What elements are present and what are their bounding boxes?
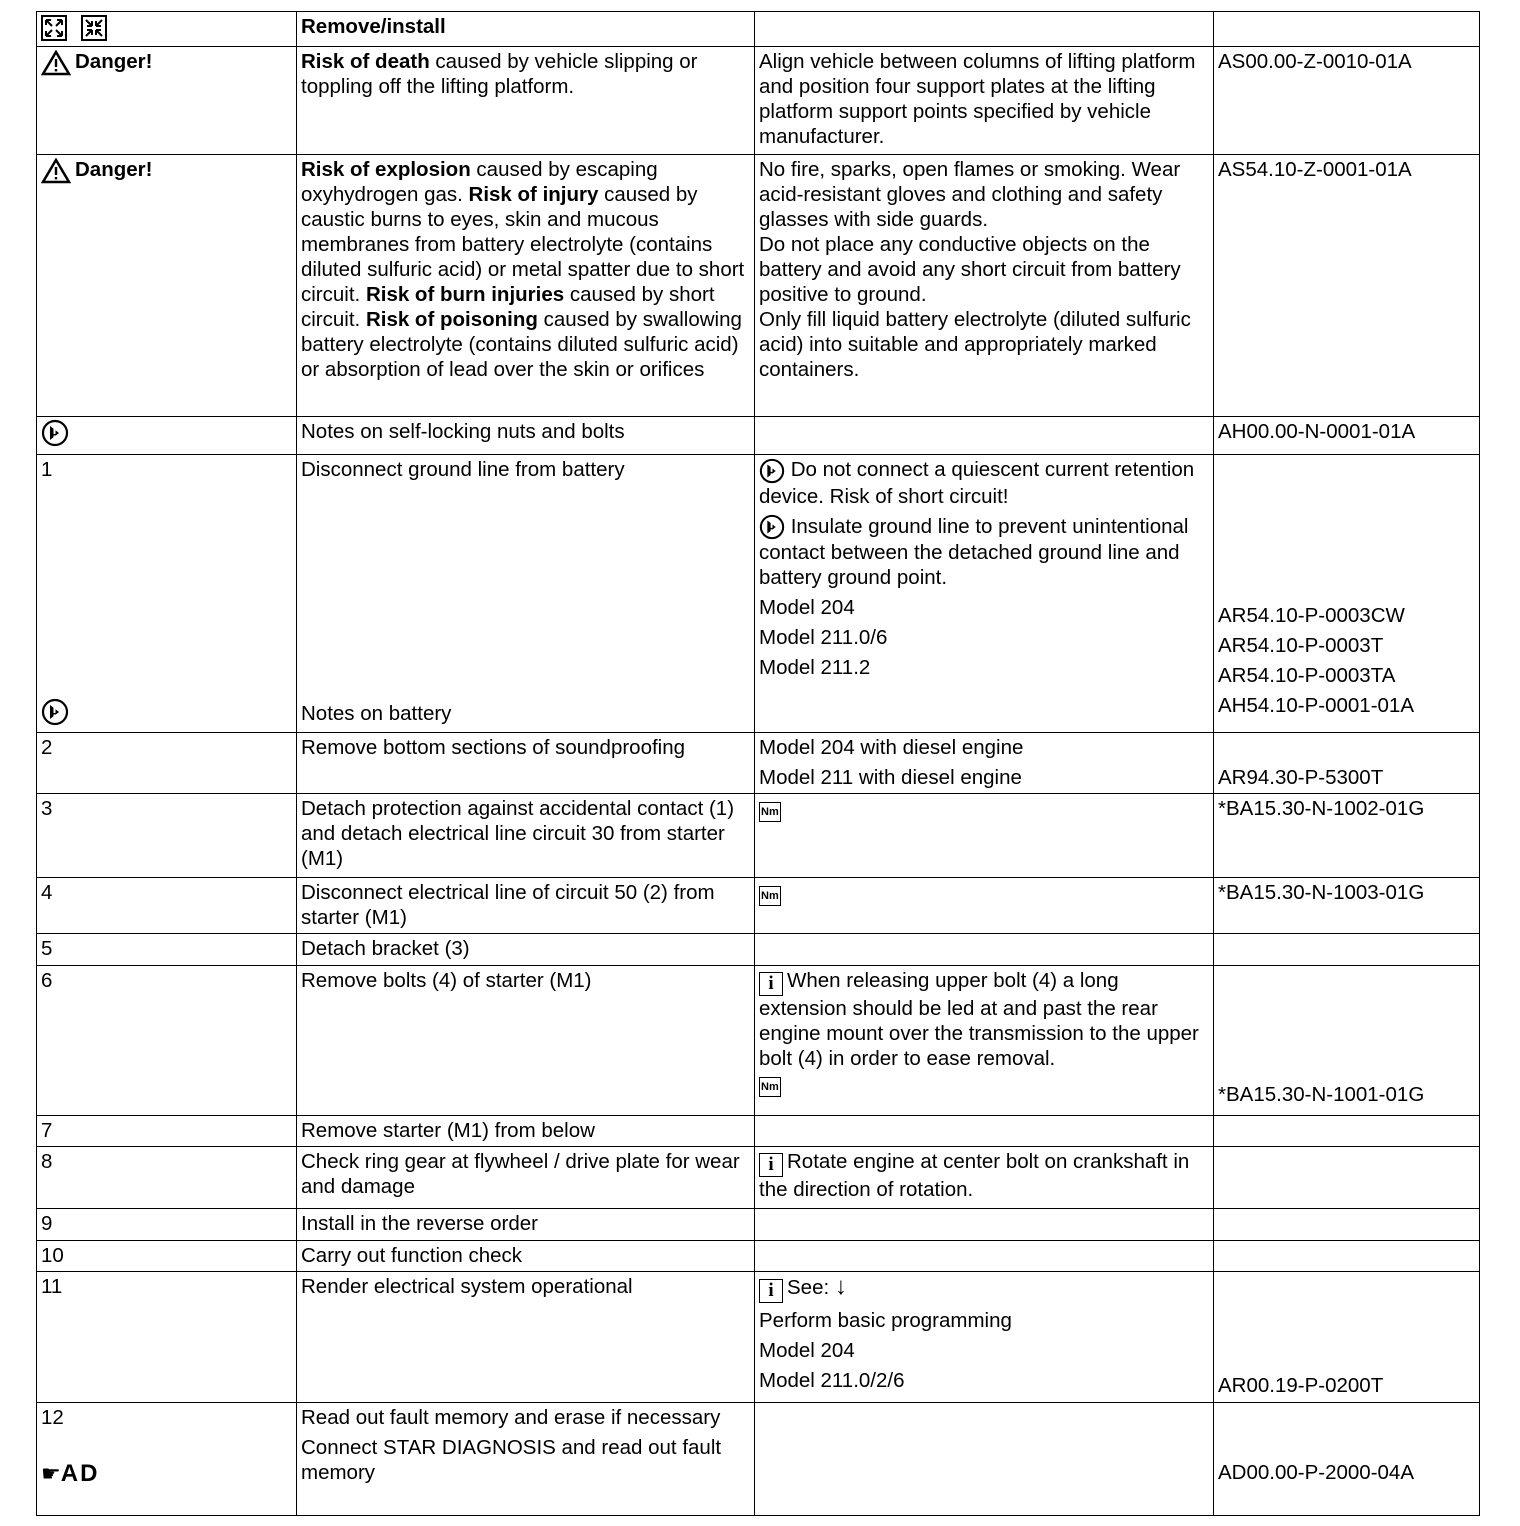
step-number: 6	[37, 966, 297, 1116]
step-row	[37, 966, 1480, 1116]
step-row	[37, 1272, 1480, 1403]
model-label: Model 211.0/6	[759, 626, 888, 650]
diagnosis-text: Connect STAR DIAGNOSIS and read out fault memory	[301, 1436, 722, 1484]
step-row	[37, 1209, 1480, 1241]
step-text: Detach protection against accidental contact (1) and detach electrical line circuit 30 from starter (M1)	[297, 794, 755, 878]
reference-code: AR54.10-P-0003CW	[1218, 604, 1405, 627]
step-row	[37, 1116, 1480, 1147]
danger-label: Danger!	[75, 50, 153, 73]
step-text: Disconnect electrical line of circuit 50 (2) from starter (M1)	[297, 878, 755, 934]
step-number: 7	[37, 1116, 297, 1147]
reference-code: AH54.10-P-0001-01A	[1218, 694, 1415, 717]
reference-code: AH00.00-N-0001-01A	[1214, 417, 1480, 455]
remove-icon	[41, 15, 67, 41]
step-number: 10	[37, 1241, 297, 1272]
step-text: Remove starter (M1) from below	[297, 1116, 755, 1147]
step-number: 1	[41, 458, 53, 481]
reference-code: *BA15.30-N-1002-01G	[1214, 794, 1480, 878]
measure-text: Only fill liquid battery electrolyte (diluted sulfuric acid) into suitable and appropriately marked containers.	[759, 308, 1191, 381]
programming-text: Perform basic programming	[759, 1309, 1012, 1332]
warning-triangle-icon	[41, 158, 71, 184]
risk-heading: Risk of explosion	[301, 158, 471, 181]
step-row	[37, 733, 1480, 794]
info-icon: i	[759, 972, 783, 996]
model-label: Model 204	[759, 1339, 855, 1362]
torque-nm-icon: Nm	[759, 886, 781, 906]
reference-code: AS00.00-Z-0010-01A	[1214, 47, 1480, 155]
note-icon	[41, 419, 69, 447]
note-icon	[41, 698, 69, 726]
reference-code: AD00.00-P-2000-04A	[1218, 1461, 1415, 1484]
note-text: Do not connect a quiescent current retention device. Risk of short circuit!	[759, 458, 1195, 508]
note-text: Insulate ground line to prevent unintentional contact between the detached ground line and battery ground point.	[759, 514, 1189, 590]
table-header-row	[37, 12, 1480, 47]
note-text: Notes on self-locking nuts and bolts	[297, 417, 755, 455]
torque-nm-icon: Nm	[759, 802, 781, 822]
note-icon	[759, 514, 785, 540]
model-label: Model 211.2	[759, 656, 871, 680]
pointing-hand-icon: ☛	[41, 1461, 61, 1487]
install-icon	[81, 15, 107, 41]
step-row	[37, 878, 1480, 934]
step-row	[37, 1241, 1480, 1272]
danger-row	[37, 47, 1480, 155]
model-label: Model 204 with diesel engine	[759, 736, 1024, 759]
step-number: 9	[37, 1209, 297, 1241]
info-text: When releasing upper bolt (4) a long extension should be led at and past the rear engine mount over the transmission to the upper bolt (4) in order to ease removal.	[759, 969, 1199, 1070]
step-text: Disconnect ground line from battery	[301, 458, 625, 481]
info-icon: i	[759, 1153, 783, 1177]
reference-code: AS54.10-Z-0001-01A	[1214, 155, 1480, 417]
step-number: 8	[37, 1147, 297, 1209]
step-text: Carry out function check	[297, 1241, 755, 1272]
reference-code: AR54.10-P-0003TA	[1218, 664, 1396, 687]
step-row	[37, 794, 1480, 878]
diagnosis-label: AD	[60, 1460, 100, 1488]
step-number: 11	[37, 1272, 297, 1403]
step-number: 5	[37, 934, 297, 966]
step-row	[37, 1147, 1480, 1209]
risk-heading: Risk of death	[301, 50, 430, 73]
reference-code: AR94.30-P-5300T	[1218, 766, 1384, 789]
header-icons-cell	[37, 12, 297, 47]
danger-row: Danger! Risk of explosion caused by escaping oxyhydrogen gas. Risk of injury caused by caustic burns to eyes, skin and mucous membranes from battery electrolyte (contains diluted sulfuric acid) or metal spatter due to short circuit. Risk of burn injuries caused by short circuit. Risk of poisoning caused by swallowing battery electrolyte (contains diluted sulfuric acid) or absorption of lead over the skin or orifices No fire, sparks, open flames or smoking. Wear acid-resistant gloves and clothing and safety glasses with side guards. Do not place any conductive objects on the battery and avoid any short circuit from battery positive to ground. Only fill liquid battery electrolyte (diluted sulfuric acid) into suitable and appropriately marked containers. AS54.10-Z-0001-01A	[37, 155, 1480, 417]
step-text: Remove bottom sections of soundproofing	[297, 733, 755, 794]
risk-heading: Risk of injury	[468, 183, 599, 206]
step-number: 3	[37, 794, 297, 878]
measure-text: No fire, sparks, open flames or smoking. Wear acid-resistant gloves and clothing and safety glasses with side guards.	[759, 158, 1181, 231]
step-text: Check ring gear at flywheel / drive plate for wear and damage	[297, 1147, 755, 1209]
reference-code: AR00.19-P-0200T	[1218, 1374, 1384, 1397]
step-row	[37, 455, 1480, 733]
arrow-down-icon[interactable]: ↓	[834, 1273, 847, 1300]
note-row	[37, 417, 1480, 455]
risk-heading: Risk of burn injuries	[365, 283, 565, 306]
info-text: Rotate engine at center bolt on crankshaft in the direction of rotation.	[759, 1150, 1190, 1201]
measure-text: Do not place any conductive objects on the battery and avoid any short circuit from battery positive to ground.	[759, 233, 1181, 306]
step-number: 2	[37, 733, 297, 794]
reference-code: AR54.10-P-0003T	[1218, 634, 1384, 657]
battery-note-text: Notes on battery	[301, 702, 452, 725]
procedure-table	[36, 11, 1480, 1516]
step-text: Render electrical system operational	[297, 1272, 755, 1403]
step-row	[37, 934, 1480, 966]
step-text: Remove bolts (4) of starter (M1)	[297, 966, 755, 1116]
reference-code: *BA15.30-N-1001-01G	[1218, 1083, 1425, 1106]
measure-text: Align vehicle between columns of lifting platform and position four support plates at the lifting platform support points specified by vehicle manufacturer.	[755, 47, 1214, 155]
danger-label: Danger!	[75, 158, 153, 181]
step-row	[37, 1403, 1480, 1516]
warning-triangle-icon	[41, 50, 71, 76]
step-text: Read out fault memory and erase if necessary	[301, 1406, 721, 1429]
torque-nm-icon: Nm	[759, 1077, 781, 1097]
model-label: Model 204	[759, 596, 855, 620]
page-title: Remove/install	[297, 12, 755, 47]
model-label: Model 211.0/2/6	[759, 1369, 905, 1392]
info-icon: i	[759, 1279, 783, 1303]
see-label: See:	[787, 1276, 830, 1299]
risk-text: caused by vehicle slipping or toppling off the lifting platform.	[301, 50, 698, 98]
step-text: Detach bracket (3)	[297, 934, 755, 966]
step-text: Install in the reverse order	[297, 1209, 755, 1241]
reference-code: *BA15.30-N-1003-01G	[1214, 878, 1480, 934]
step-number: 12	[41, 1406, 64, 1429]
note-icon	[759, 458, 785, 484]
model-label: Model 211 with diesel engine	[759, 766, 1022, 789]
step-number: 4	[37, 878, 297, 934]
risk-heading: Risk of poisoning	[365, 308, 538, 331]
